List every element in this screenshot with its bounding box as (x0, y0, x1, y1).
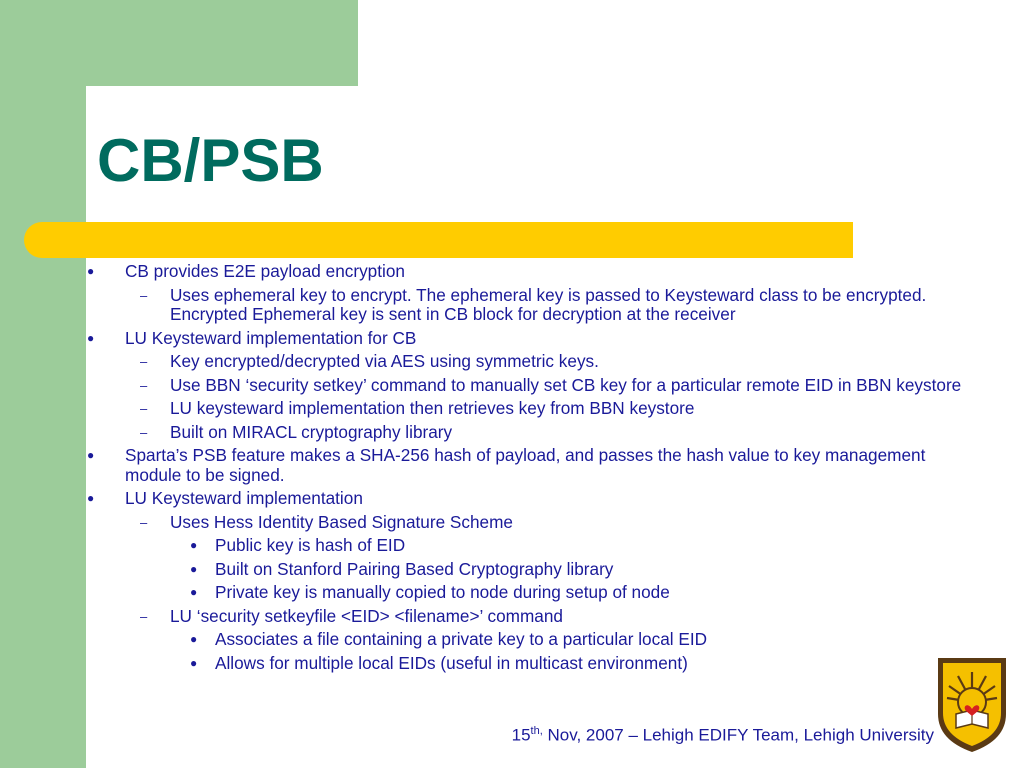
bullet-text: Private key is manually copied to node during setup of node (215, 582, 670, 602)
bullet-level-1 (86, 489, 986, 509)
bullet-level-2 (86, 352, 986, 372)
bullet-text: Sparta’s PSB feature makes a SHA-256 hash of payload, and passes the hash value to key management module to be signed. (125, 445, 926, 485)
university-shield-logo-icon (936, 656, 1008, 754)
bullet-text: Public key is hash of EID (215, 535, 406, 555)
bullet-level-3 (86, 630, 986, 650)
bullet-text: Associates a file containing a private key to a particular local EID (215, 629, 708, 649)
dash-marker-icon: – (140, 377, 148, 393)
bullet-level-1 (86, 329, 986, 349)
bullet-level-3 (86, 583, 986, 603)
left-green-band (0, 0, 86, 768)
dash-marker-icon: – (140, 424, 148, 440)
bullet-dot-icon: ● (87, 448, 95, 462)
footer-day: 15 (511, 725, 531, 745)
footer-text: Nov, 2007 – Lehigh EDIFY Team, Lehigh University (542, 725, 934, 745)
bullet-level-2 (86, 286, 986, 325)
bullet-level-2 (86, 399, 986, 419)
bullet-level-1 (86, 262, 986, 282)
bullet-text: Uses ephemeral key to encrypt. The ephemeral key is passed to Keysteward class to be encrypted. Encrypted Ephemeral key is sent in CB block for decryption at the receiver (170, 284, 927, 324)
bullet-text: LU ‘security setkeyfile <EID> <filename>’ command (170, 605, 563, 626)
bullet-dot-icon: ● (190, 561, 198, 576)
slide-footer (512, 725, 934, 746)
bullet-dot-icon: ● (87, 330, 95, 345)
bullet-dot-icon: ● (190, 538, 198, 552)
bullet-text: LU Keysteward implementation (125, 488, 363, 508)
bullet-dot-icon: ● (87, 264, 95, 278)
bullet-dot-icon: ● (190, 632, 198, 646)
footer-day-suffix: th, (530, 725, 543, 737)
dash-marker-icon: – (140, 608, 148, 624)
bullet-level-2 (86, 376, 986, 396)
top-green-block (0, 0, 358, 86)
bullet-level-1 (86, 446, 986, 485)
dash-marker-icon: – (140, 287, 148, 303)
bullet-dot-icon: ● (190, 585, 198, 599)
bullet-text: CB provides E2E payload encryption (125, 261, 405, 281)
bullet-level-3 (86, 654, 986, 674)
bullet-text: LU keysteward implementation then retrieves key from BBN keystore (170, 398, 695, 418)
bullet-level-2 (86, 513, 986, 533)
slide-title: CB/PSB (97, 127, 324, 194)
bullet-level-2 (86, 607, 986, 627)
bullet-level-2 (86, 423, 986, 443)
bullet-text: Use BBN ‘security setkey’ command to manually set CB key for a particular remote EID in BBN keystore (170, 374, 962, 395)
bullet-text: Allows for multiple local EIDs (useful in multicast environment) (215, 652, 688, 673)
bullet-level-3 (86, 536, 986, 556)
dash-marker-icon: – (140, 354, 148, 369)
bullet-dot-icon: ● (87, 491, 95, 505)
bullet-text: Built on Stanford Pairing Based Cryptography library (215, 558, 614, 579)
dash-marker-icon: – (140, 401, 148, 416)
bullet-dot-icon: ● (190, 655, 198, 670)
bullet-text: Uses Hess Identity Based Signature Scheme (170, 511, 513, 532)
bullet-list (86, 258, 986, 673)
bullet-text: LU Keysteward implementation for CB (125, 327, 417, 348)
bullet-text: Built on MIRACL cryptography library (170, 421, 453, 442)
bullet-text: Key encrypted/decrypted via AES using symmetric keys. (170, 351, 599, 371)
bullet-level-3 (86, 560, 986, 580)
dash-marker-icon: – (140, 514, 148, 530)
title-underline-bar (24, 222, 853, 258)
